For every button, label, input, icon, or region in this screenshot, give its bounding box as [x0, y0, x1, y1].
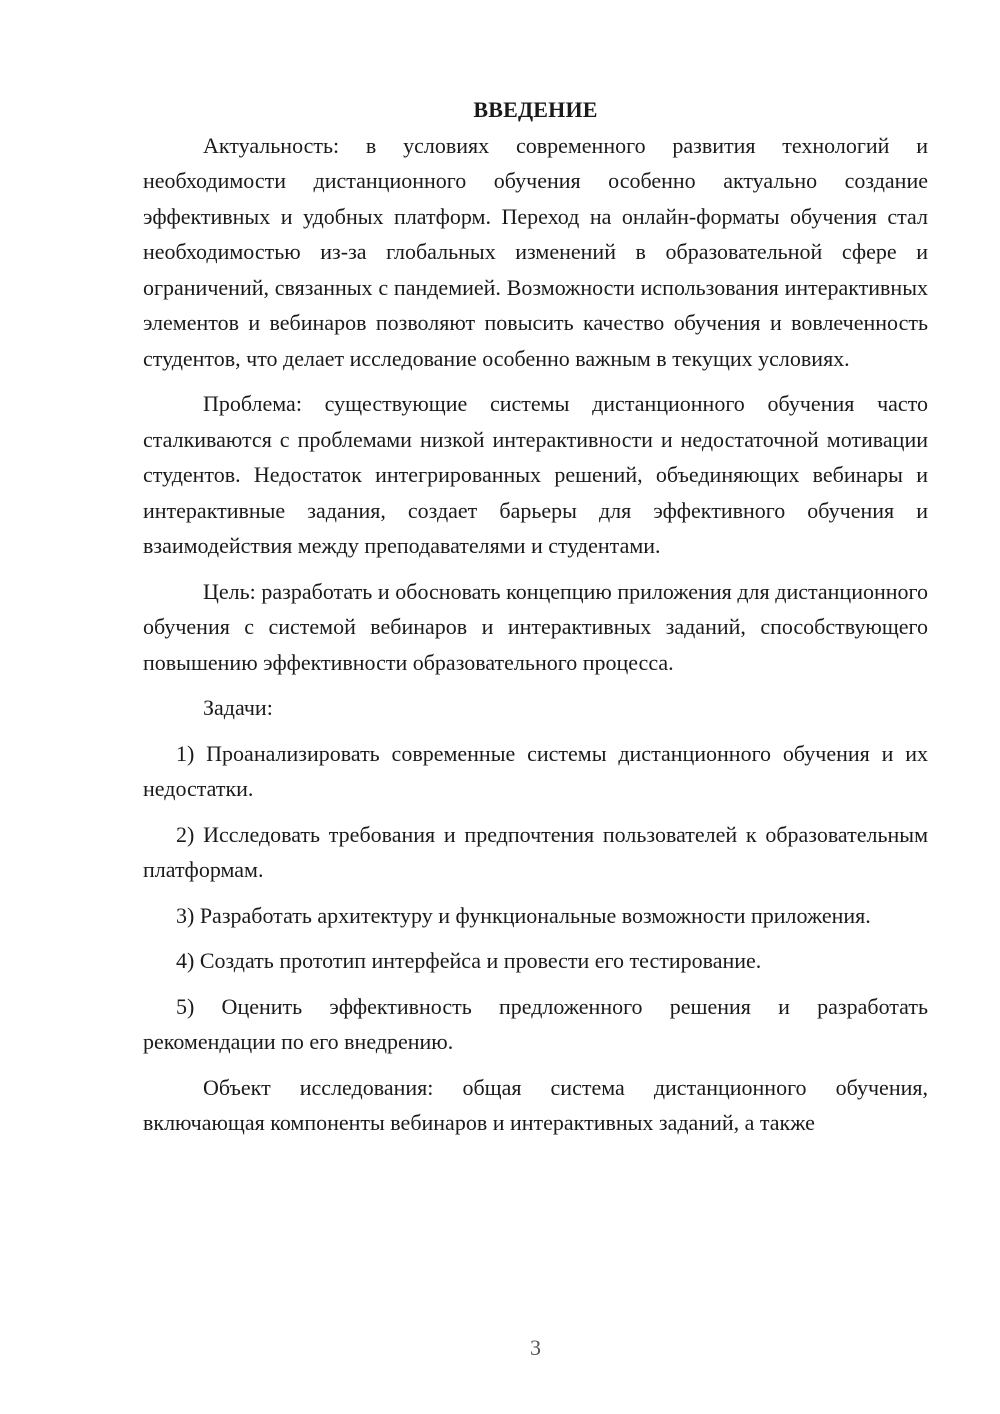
task-item: 4) Создать прототип интерфейса и провести его тестирование.: [176, 948, 762, 973]
task-item: 1) Проанализировать современные системы дистанционного обучения и их недостатки.: [143, 740, 928, 801]
tasks-label: Задачи:: [203, 695, 273, 720]
section-heading: ВВЕДЕНИЕ: [473, 97, 598, 122]
document-page: [143, 92, 928, 1151]
task-item: 3) Разработать архитектуру и функциональные возможности приложения.: [176, 902, 871, 928]
paragraph-object: Объект исследования: общая система дистанционного обучения, включающая компоненты вебинаров и интерактивных заданий, а также: [143, 1074, 928, 1135]
paragraph-goal: Цель: разработать и обосновать концепцию приложения для дистанционного обучения с системой вебинаров и интерактивных заданий, способствующего повышению эффективности образовательного процесса.: [143, 578, 928, 675]
paragraph-relevance: Актуальность: в условиях современного развития технологий и необходимости дистанционного обучения особенно актуально создание эффективных и удобных платформ. Переход на онлайн-форматы обучения стал необходимостью из-за глобальных изменений в образовательной сфере и ограничений, связанных с пандемией. Возможности использования интерактивных элементов и вебинаров позволяют повысить качество обучения и вовлеченность студентов, что делает исследование особенно важным в текущих условиях.: [143, 132, 928, 371]
task-item: 5) Оценить эффективность предложенного решения и разработать рекомендации по его внедрению.: [143, 993, 928, 1054]
paragraph-problem: Проблема: существующие системы дистанционного обучения часто сталкиваются с проблемами низкой интерактивности и недостаточной мотивации студентов. Недостаток интегрированных решений, объединяющих вебинары и интерактивные задания, создает барьеры для эффективного обучения и взаимодействия между преподавателями и студентами.: [143, 391, 928, 558]
tasks-list: [143, 736, 928, 1060]
task-item: 2) Исследовать требования и предпочтения пользователей к образовательным платформам.: [143, 821, 928, 882]
page-number: 3: [530, 1335, 541, 1360]
